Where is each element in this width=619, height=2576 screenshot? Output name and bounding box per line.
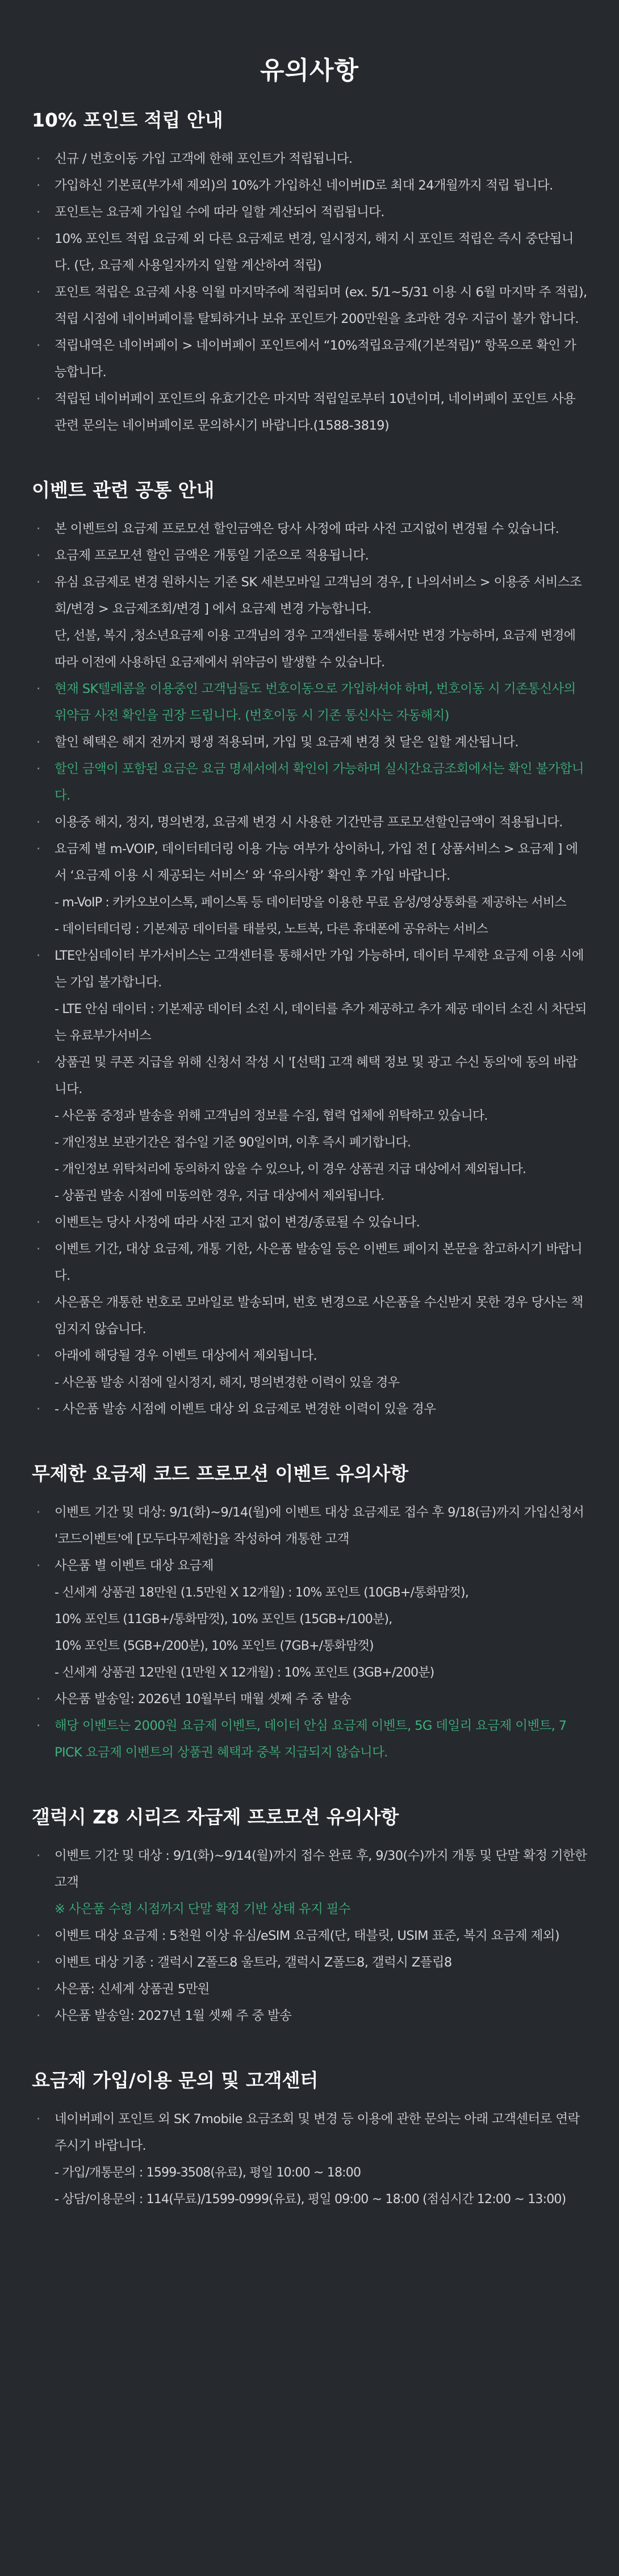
notice-list bbox=[32, 516, 587, 1423]
notice-sub-item: - 상품권 발송 시점에 미동의한 경우, 지급 대상에서 제외됩니다. bbox=[55, 1189, 384, 1203]
notice-item-text: - 사은품 발송 시점에 이벤트 대상 외 요금제로 변경한 이력이 있을 경우 bbox=[55, 1402, 436, 1417]
notice-item-text: 가입하신 기본료(부가세 제외)의 10%가 가입하신 네이버ID로 최대 24개월까지 적립 됩니다. bbox=[55, 178, 553, 193]
notice-item bbox=[32, 836, 587, 943]
notice-item bbox=[32, 1843, 587, 1923]
page-title: 유의사항 bbox=[260, 56, 359, 85]
notice-item bbox=[32, 2003, 587, 2029]
notice-sub-item: - 신세계 상품권 12만원 (1만원 X 12개월) : 10% 포인트 (3GB+/200분) bbox=[55, 1666, 434, 1680]
notice-item-text: 사은품 발송일: 2026년 10월부터 매월 셋째 주 중 발송 bbox=[55, 1692, 352, 1707]
notice-item-text: 해당 이벤트는 2000원 요금제 이벤트, 데이터 안심 요금제 이벤트, 5G 데일리 요금제 이벤트, 7 PICK 요금제 이벤트의 상품권 혜택과 중복 지급되지 않습니다. bbox=[55, 1718, 567, 1760]
notice-item bbox=[32, 1713, 587, 1766]
notice-highlight-note: ※ 사은품 수령 시점까지 단말 확정 기반 상태 유지 필수 bbox=[55, 1902, 351, 1917]
notice-section bbox=[32, 106, 587, 439]
notice-item-text: 본 이벤트의 요금제 프로모션 할인금액은 당사 사정에 따라 사전 고지없이 변경될 수 있습니다. bbox=[55, 522, 559, 536]
notice-item bbox=[32, 729, 587, 756]
notice-section bbox=[32, 1459, 587, 1766]
notice-sub-item: - LTE 안심 데이터 : 기본제공 데이터 소진 시, 데이터를 추가 제공하고 추가 제공 데이터 소진 시 차단되는 유료부가서비스 bbox=[55, 1002, 587, 1043]
notice-item bbox=[32, 516, 587, 543]
notice-item bbox=[32, 756, 587, 809]
notice-item-text: 사은품: 신세계 상품권 5만원 bbox=[55, 1982, 210, 1997]
notice-item bbox=[32, 1949, 587, 1976]
notice-item-text: 적립내역은 네이버페이 > 네이버페이 포인트에서 “10%적립요금제(기본적립)” 항목으로 확인 가능합니다. bbox=[55, 338, 576, 380]
section-title: 요금제 가입/이용 문의 및 고객센터 bbox=[32, 2069, 319, 2091]
notice-sub-item: - 신세계 상품권 18만원 (1.5만원 X 12개월) : 10% 포인트 (10GB+/통화맘껏), bbox=[55, 1586, 469, 1600]
notice-item bbox=[32, 1049, 587, 1209]
notice-list bbox=[32, 1499, 587, 1766]
notice-item-text: LTE안심데이터 부가서비스는 고객센터를 통해서만 가입 가능하며, 데이터 무제한 요금제 이용 시에는 가입 불가합니다. bbox=[55, 948, 584, 990]
notice-item-text: 이벤트 대상 기종 : 갤럭시 Z폴드8 울트라, 갤럭시 Z폴드8, 갤럭시 Z플립8 bbox=[55, 1955, 452, 1970]
notice-item bbox=[32, 2106, 587, 2213]
notice-item-text: 이벤트는 당사 사정에 따라 사전 고지 없이 변경/종료될 수 있습니다. bbox=[55, 1215, 420, 1230]
notice-item bbox=[32, 199, 587, 226]
notice-sub-item: - 개인정보 위탁처리에 동의하지 않을 수 있으나, 이 경우 상품권 지급 대상에서 제외됩니다. bbox=[55, 1162, 526, 1176]
notice-item bbox=[32, 1923, 587, 1949]
notice-item-text: 아래에 해당될 경우 이벤트 대상에서 제외됩니다. bbox=[55, 1348, 317, 1363]
notice-item-text: 사은품은 개통한 번호로 모바일로 발송되며, 번호 변경으로 사은품을 수신받지 못한 경우 당사는 책임지지 않습니다. bbox=[55, 1295, 583, 1337]
notice-item-text: 상품권 및 쿠폰 지급을 위해 신청서 작성 시 '[선택] 고객 혜택 정보 및 광고 수신 동의'에 동의 바랍니다. bbox=[55, 1055, 578, 1096]
notice-item-text: 이벤트 대상 요금제 : 5천원 이상 유심/eSIM 요금제(단, 태블릿, USIM 표준, 복지 요금제 제외) bbox=[55, 1928, 560, 1943]
notice-list bbox=[32, 1843, 587, 2029]
notice-list bbox=[32, 146, 587, 439]
notice-sub-item: 10% 포인트 (5GB+/200분), 10% 포인트 (7GB+/통화맘껏) bbox=[55, 1639, 374, 1653]
notice-section bbox=[32, 1802, 587, 2029]
notice-sections bbox=[32, 106, 587, 2213]
notice-item bbox=[32, 146, 587, 173]
notice-sub-item: 단, 선불, 복지 ,청소년요금제 이용 고객님의 경우 고객센터를 통해서만 변경 가능하며, 요금제 변경에 따라 이전에 사용하던 요금제에서 위약금이 발생할 수 있습니다. bbox=[55, 629, 576, 670]
notice-item bbox=[32, 279, 587, 333]
section-title: 갤럭시 Z8 시리즈 자급제 프로모션 유의사항 bbox=[32, 1806, 399, 1828]
notice-item bbox=[32, 173, 587, 199]
notice-item bbox=[32, 1396, 587, 1423]
notice-item bbox=[32, 943, 587, 1049]
notice-item bbox=[32, 676, 587, 729]
notice-item bbox=[32, 333, 587, 386]
notice-item-text: 사은품 별 이벤트 대상 요금제 bbox=[55, 1558, 214, 1573]
notice-item bbox=[32, 1209, 587, 1236]
notice-item-text: 적립된 네이버페이 포인트의 유효기간은 마지막 적립일로부터 10년이며, 네이버페이 포인트 사용 관련 문의는 네이버페이로 문의하시기 바랍니다.(1588-3819) bbox=[55, 392, 576, 433]
notice-item-text: 이벤트 기간 및 대상 : 9/1(화)~9/14(월)까지 접수 완료 후, 9/30(수)까지 개통 및 단말 확정 기한한 고객 bbox=[55, 1848, 587, 1890]
notice-item bbox=[32, 1499, 587, 1553]
notice-item bbox=[32, 1553, 587, 1686]
notice-sub-item: - 데이터테더링 : 기본제공 데이터를 태블릿, 노트북, 다른 휴대폰에 공유하는 서비스 bbox=[55, 922, 488, 936]
notice-item bbox=[32, 386, 587, 439]
notice-sub-item: - 개인정보 보관기간은 접수일 기준 90일이며, 이후 즉시 폐기합니다. bbox=[55, 1136, 411, 1150]
section-title: 이벤트 관련 공통 안내 bbox=[32, 479, 215, 501]
notice-item-text: 할인 혜택은 해지 전까지 평생 적용되며, 가입 및 요금제 변경 첫 달은 일할 계산됩니다. bbox=[55, 735, 518, 750]
notice-sub-item: - 사은품 발송 시점에 일시정지, 해지, 명의변경한 이력이 있을 경우 bbox=[55, 1376, 400, 1390]
notice-item-text: 사은품 발송일: 2027년 1월 셋째 주 중 발송 bbox=[55, 2008, 292, 2023]
notice-section bbox=[32, 2066, 587, 2213]
notice-item-text: 이용중 해지, 정지, 명의변경, 요금제 변경 시 사용한 기간만큼 프로모션할인금액이 적용됩니다. bbox=[55, 815, 563, 830]
notice-item-text: 요금제 별 m-VOIP, 데이터테더링 이용 가능 여부가 상이하니, 가입 전 [ 상품서비스 > 요금제 ] 에서 ‘요금제 이용 시 제공되는 서비스’ 와 ‘유의사항’ 확인 후 가입 바랍니다. bbox=[55, 842, 578, 883]
notice-item-text: 요금제 프로모션 할인 금액은 개통일 기준으로 적용됩니다. bbox=[55, 548, 369, 563]
notice-item bbox=[32, 1686, 587, 1713]
notice-item-text: 포인트 적립은 요금제 사용 익월 마지막주에 적립되며 (ex. 5/1~5/31 이용 시 6월 마지막 주 적립), 적립 시점에 네이버페이를 탈퇴하거나 보유 포인트가 200만원을 초과한 경우 지급이 불가 합니다. bbox=[55, 285, 587, 326]
notice-item-text: 네이버페이 포인트 외 SK 7mobile 요금조회 및 변경 등 이용에 관한 문의는 아래 고객센터로 연락 주시기 바랍니다. bbox=[55, 2112, 580, 2153]
notice-item bbox=[32, 1343, 587, 1396]
notice-sub-item: - m-VoIP : 카카오보이스톡, 페이스톡 등 데이터망을 이용한 무료 음성/영상통화를 제공하는 서비스 bbox=[55, 896, 566, 910]
notice-item-text: 포인트는 요금제 가입일 수에 따라 일할 계산되어 적립됩니다. bbox=[55, 205, 384, 220]
notice-sub-item: - 가입/개통문의 : 1599-3508(유료), 평일 10:00 ~ 18:00 bbox=[55, 2166, 361, 2180]
notice-item bbox=[32, 809, 587, 836]
notice-section bbox=[32, 476, 587, 1423]
notice-item-text: 현재 SK텔레콤을 이용중인 고객님들도 번호이동으로 가입하셔야 하며, 번호이동 시 기존통신사의 위약금 사전 확인을 권장 드립니다. (번호이동 시 기존 통신사는 자동해지) bbox=[55, 682, 576, 723]
notice-item-text: 할인 금액이 포함된 요금은 요금 명세서에서 확인이 가능하며 실시간요금조회에서는 확인 불가합니다. bbox=[55, 762, 584, 803]
notice-list bbox=[32, 2106, 587, 2213]
notice-item bbox=[32, 543, 587, 569]
section-title: 10% 포인트 적립 안내 bbox=[32, 109, 223, 131]
notice-item-text: 10% 포인트 적립 요금제 외 다른 요금제로 변경, 일시정지, 해지 시 포인트 적립은 즉시 중단됩니다. (단, 요금제 사용일자까지 일할 계산하여 적립) bbox=[55, 232, 574, 273]
notice-item-text: 이벤트 기간, 대상 요금제, 개통 기한, 사은품 발송일 등은 이벤트 페이지 본문을 참고하시기 바랍니다. bbox=[55, 1242, 583, 1283]
notice-item-text: 신규 / 번호이동 가입 고객에 한해 포인트가 적립됩니다. bbox=[55, 152, 353, 166]
notice-item bbox=[32, 569, 587, 676]
notice-item bbox=[32, 226, 587, 279]
notice-sub-item: - 사은품 증정과 발송을 위해 고객님의 정보를 수집, 협력 업체에 위탁하고 있습니다. bbox=[55, 1109, 488, 1123]
section-title: 무제한 요금제 코드 프로모션 이벤트 유의사항 bbox=[32, 1463, 409, 1485]
notice-sub-item: - 상담/이용문의 : 114(무료)/1599-0999(유료), 평일 09:00 ~ 18:00 (점심시간 12:00 ~ 13:00) bbox=[55, 2192, 566, 2207]
notice-item bbox=[32, 1976, 587, 2003]
notice-item-text: 유심 요금제로 변경 원하시는 기존 SK 세븐모바일 고객님의 경우, [ 나의서비스 > 이용중 서비스조회/변경 > 요금제조회/변경 ] 에서 요금제 변경 가능합니다. bbox=[55, 575, 582, 616]
notice-item-text: 이벤트 기간 및 대상: 9/1(화)~9/14(월)에 이벤트 대상 요금제로 접수 후 9/18(금)까지 가입신청서 '코드이벤트'에 [모두다무제한]을 작성하여 개통한 고객 bbox=[55, 1505, 584, 1547]
notice-item bbox=[32, 1236, 587, 1289]
notice-item bbox=[32, 1289, 587, 1343]
notice-sub-item: 10% 포인트 (11GB+/통화맘껏), 10% 포인트 (15GB+/100분), bbox=[55, 1612, 392, 1627]
